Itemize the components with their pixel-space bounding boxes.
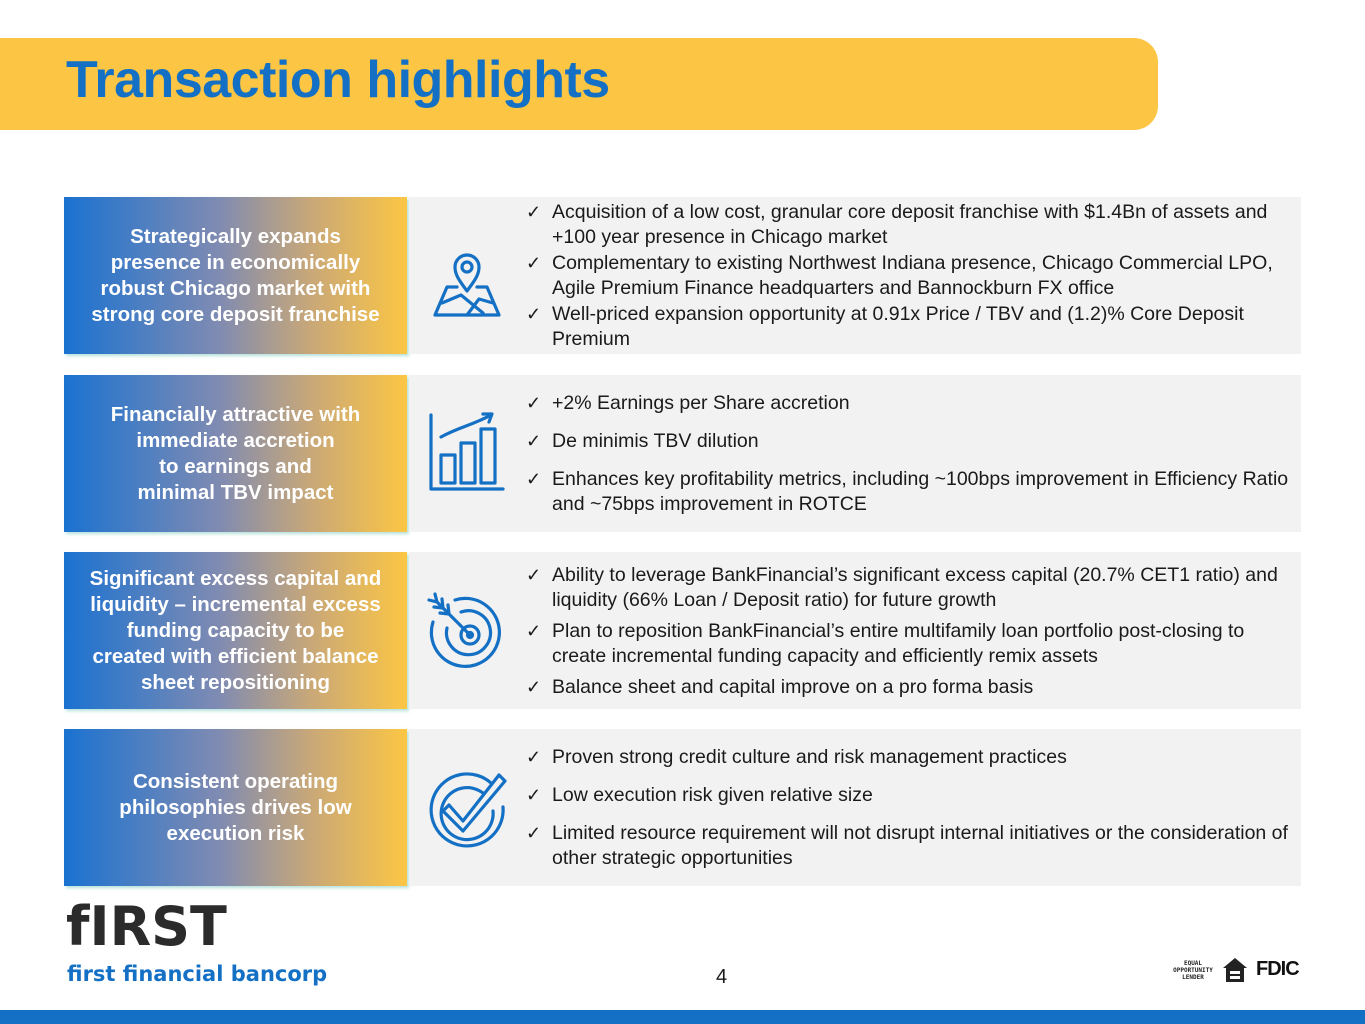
row-label-box [64, 375, 407, 532]
company-logo-mark: fIRST [66, 895, 227, 958]
row-content [409, 729, 1301, 886]
check-mark-icon: ✓ [526, 785, 542, 805]
bullet-item [525, 783, 1295, 808]
bullet-item [525, 429, 1295, 454]
bottom-bar [0, 1010, 1365, 1024]
bullet-text: Complementary to existing Northwest Indiana presence, Chicago Commercial LPO, Agile Premium Finance headquarters and Bannockburn FX office [552, 252, 1273, 299]
bullet-text: Ability to leverage BankFinancial’s significant excess capital (20.7% CET1 ratio) and liquidity (66% Loan / Deposit ratio) for future growth [552, 564, 1278, 611]
bullet-list [525, 391, 1295, 517]
bullet-text: Acquisition of a low cost, granular core deposit franchise with $1.4Bn of assets and +100 year presence in Chicago market [552, 201, 1268, 248]
map-pin-icon [425, 241, 509, 325]
highlight-row-1 [64, 197, 1301, 354]
bullet-text: Well-priced expansion opportunity at 0.91x Price / TBV and (1.2)% Core Deposit Premium [552, 303, 1244, 350]
bullet-list [525, 200, 1295, 352]
bullet-item [525, 467, 1295, 517]
fdic-logo: FDIC [1256, 958, 1299, 980]
company-logo-text: first financial bancorp [67, 962, 328, 986]
check-mark-icon: ✓ [526, 304, 542, 324]
bullet-item [525, 675, 1295, 700]
check-mark-icon: ✓ [526, 202, 542, 222]
growth-chart-icon [425, 409, 509, 493]
bullet-text: Low execution risk given relative size [552, 784, 873, 806]
check-mark-icon: ✓ [526, 677, 542, 697]
highlight-row-3 [64, 552, 1301, 709]
row-label-box [64, 552, 407, 709]
bullet-item [525, 391, 1295, 416]
highlight-row-4 [64, 729, 1301, 886]
check-mark-icon: ✓ [526, 621, 542, 641]
row-label: Consistent operating philosophies drives low execution risk [119, 769, 352, 845]
page-number: 4 [716, 966, 728, 988]
row-label: Financially attractive with immediate accretion to earnings and minimal TBV impact [110, 402, 361, 504]
check-mark-icon: ✓ [526, 565, 542, 585]
row-label: Strategically expands presence in economically robust Chicago market with strong core deposit franchise [91, 224, 380, 326]
row-label-box [64, 729, 407, 886]
row-content [409, 197, 1301, 354]
bullet-list [525, 745, 1295, 871]
equal-opportunity-lender-text: EQUAL OPPORTUNITY LENDER [1173, 960, 1213, 981]
check-circle-icon [425, 765, 509, 849]
check-mark-icon: ✓ [526, 431, 542, 451]
row-content [409, 552, 1301, 709]
equal-housing-icon [1220, 954, 1250, 988]
check-mark-icon: ✓ [526, 747, 542, 767]
bullet-item [525, 302, 1295, 352]
bullet-item [525, 251, 1295, 301]
highlight-row-2 [64, 375, 1301, 532]
bullet-text: Enhances key profitability metrics, including ~100bps improvement in Efficiency Ratio and ~75bps improvement in ROTCE [552, 468, 1289, 515]
bullet-text: +2% Earnings per Share accretion [552, 392, 850, 414]
bullet-item [525, 200, 1295, 250]
bullet-list [525, 563, 1295, 700]
row-label: Significant excess capital and liquidity – incremental excess funding capacity to be created with efficient balance sheet repositioning [89, 566, 382, 694]
bullet-text: Plan to reposition BankFinancial’s entire multifamily loan portfolio post-closing to create incremental funding capacity and efficiently remix assets [552, 620, 1245, 667]
bullet-item [525, 821, 1295, 871]
bullet-text: Limited resource requirement will not disrupt internal initiatives or the consideration of other strategic opportunities [552, 822, 1288, 869]
regulatory-logos [1170, 950, 1300, 990]
row-content [409, 375, 1301, 532]
check-mark-icon: ✓ [526, 823, 542, 843]
check-mark-icon: ✓ [526, 393, 542, 413]
page-title: Transaction highlights [66, 51, 610, 109]
check-mark-icon: ✓ [526, 469, 542, 489]
bullet-item [525, 563, 1295, 613]
bullet-text: De minimis TBV dilution [552, 430, 759, 452]
target-arrow-icon [425, 590, 509, 674]
row-label-box [64, 197, 407, 354]
check-mark-icon: ✓ [526, 253, 542, 273]
bullet-text: Proven strong credit culture and risk management practices [552, 746, 1067, 768]
bullet-item [525, 745, 1295, 770]
bullet-text: Balance sheet and capital improve on a pro forma basis [552, 676, 1034, 698]
bullet-item [525, 619, 1295, 669]
